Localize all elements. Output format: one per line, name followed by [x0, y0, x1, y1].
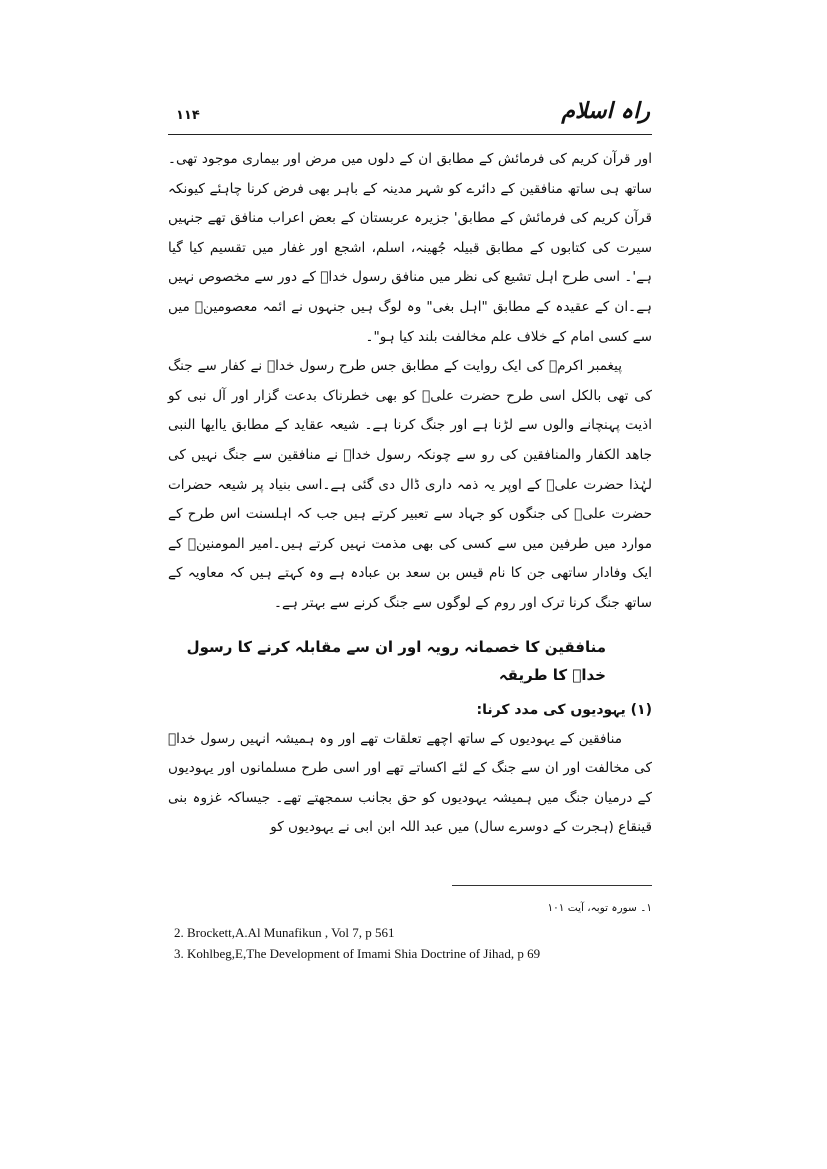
- body-text: [168, 145, 652, 619]
- paragraph-1: اور قرآن کریم کی فرمائش کے مطابق ان کے دلوں میں مرض اور بیماری موجود تھی۔ ساتھ ہی ساتھ منافقین کے دائرے کو شہر مدینہ کے باہر بھی فرض کرنا چاہئے کیونکہ قرآن کریم کی فرمائش کے مطابق' جزیرہ عربستان کے بعض اعراب منافق تھے جنہیں سیرت کی کتابوں کے مطابق قبیلہ جُھینہ، اسلم، اشجع اور غفار میں تقسیم کیا گیا ہے'۔ اسی طرح اہل تشیع کی نظر میں منافق رسول خداؐ کے دور سے مخصوص نہیں ہے۔ان کے عقیدہ کے مطابق "اہل بغی" وہ لوگ ہیں جنہوں نے ائمہ معصومینؑ میں سے کسی امام کے خلاف علم مخالفت بلند کیا ہو"۔: [168, 151, 652, 345]
- footnote-divider: [452, 885, 652, 886]
- sub-heading: (۱) یہودیوں کی مدد کرنا:: [476, 701, 652, 718]
- paragraph-2: پیغمبر اکرمؐ کی ایک روایت کے مطابق جس طرح رسول خداؐ نے کفار سے جنگ کی تھی بالکل اسی طرح حضرت علیؑ کو بھی خطرناک بدعت گزار اور آل نبی کو اذیت پہنچانے والوں سے لڑنا ہے اور جنگ کرنا ہے۔ شیعہ عقاید کے مطابق یاایھا النبی جاھد الکفار والمنافقین کی رو سے چونکہ رسول خداؐ نے منافقین سے جنگ نہیں کی لہٰذا حضرت علیؑ کے اوپر یہ ذمہ داری ڈال دی گئی ہے۔اسی بنیاد پر شیعہ حضرات حضرت علیؑ کی جنگوں کو جہاد سے تعبیر کرتے ہیں جب کہ اہلسنت اس طرح کے موارد میں طرفین میں سے کسی کی بھی مذمت نہیں کرتے ہیں۔امیر المومنینؑ کے ایک وفادار ساتھی جن کا نام قیس بن سعد بن عبادہ ہے وہ کہتے ہیں کہ معاویہ کے ساتھ جنگ کرنا ترک اور روم کے لوگوں سے جنگ کرنے سے بہتر ہے۔: [168, 358, 652, 611]
- running-header: [168, 96, 652, 135]
- footnote-1: ۱۔ سورہ توبہ، آیت ۱۰۱: [547, 901, 652, 914]
- running-title: راہ اسلام: [561, 98, 650, 124]
- book-page: [168, 96, 652, 964]
- sub-section-text: [168, 725, 652, 843]
- footnotes: [168, 898, 652, 964]
- footnote-2: 2. Brockett,A.Al Munafikun , Vol 7, p 561: [174, 924, 395, 940]
- section-heading: منافقین کا خصمانہ رویہ اور ان سے مقابلہ کرنے کا رسول خداؐ کا طریقہ: [186, 637, 606, 684]
- page-number: ۱۱۴: [176, 108, 200, 123]
- footnote-3: 3. Kohlbeg,E,The Development of Imami Shia Doctrine of Jihad, p 69: [174, 945, 541, 961]
- paragraph-3: منافقین کے یہودیوں کے ساتھ اچھے تعلقات تھے اور وہ ہمیشہ انہیں رسول خداؐ کی مخالفت اور ان سے جنگ کے لئے اکساتے تھے اور اسی طرح مسلمانوں اور یہودیوں کے درمیان جنگ میں ہمیشہ یہودیوں کو حق بجانب سمجھتے تھے۔ جیساکہ غزوہ بنی قینقاع (ہجرت کے دوسرے سال) میں عبد اللہ ابن ابی نے یہودیوں کو: [168, 730, 652, 836]
